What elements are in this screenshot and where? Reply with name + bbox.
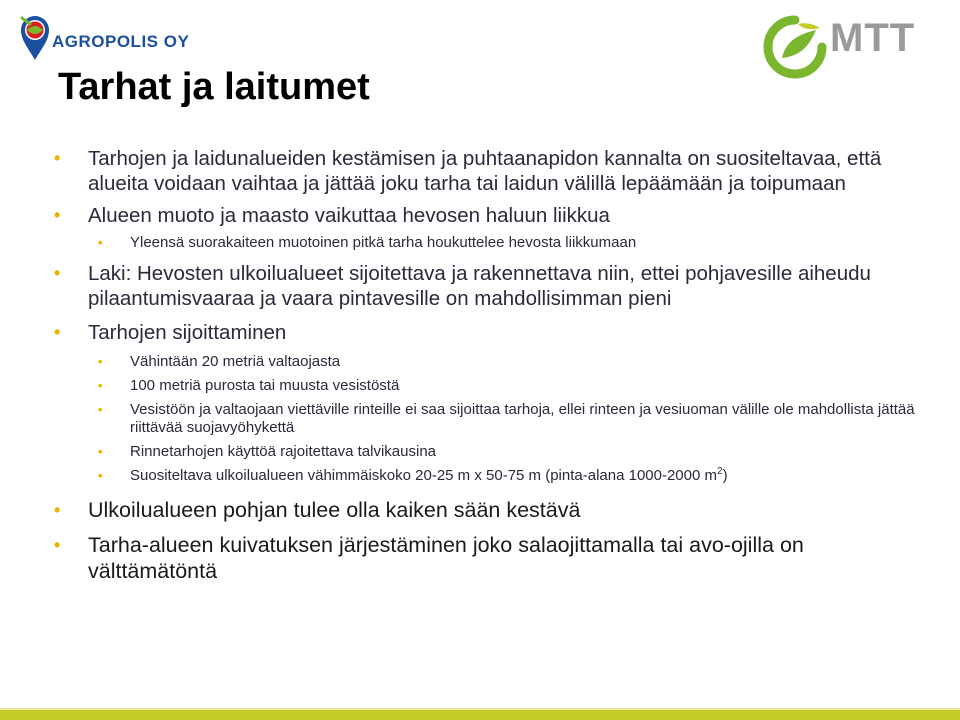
list-item-text: Rinnetarhojen käyttöä rajoitettava talvikausina [130,443,437,460]
bullet-icon: • [98,235,103,250]
mtt-logo [762,14,932,84]
list-item-text: Tarhojen ja laidunalueiden kestämisen ja puhtaanapidon kannalta on suositeltavaa, että alueita voidaan vaihtaa ja jättää joku tarha tai laidun välillä lepäämään ja toipumaan [88,147,882,195]
bullet-icon: • [54,263,61,283]
list-item [50,401,930,437]
list-item-text: Alueen muoto ja maasto vaikuttaa hevosen haluun liikkua [88,204,610,227]
bottom-bar [0,710,960,720]
bullet-icon: • [54,500,61,520]
list-item [50,146,930,196]
leaf-circle-icon [762,14,828,80]
list-item-text: Suositeltava ulkoilualueen vähimmäiskoko 20-25 m x 50-75 m (pinta-alana 1000-2000 m [130,467,717,484]
bullet-icon: • [54,535,61,555]
list-item-text: Yleensä suorakaiteen muotoinen pitkä tarha houkuttelee hevosta liikkumaan [130,234,637,251]
agropolis-logo-text: AGROPOLIS OY [52,32,190,51]
bullet-icon: • [98,354,103,369]
list-item [50,377,930,395]
list-item-text: Vesistöön ja valtaojaan viettäville rinteille ei saa sijoittaa tarhoja, ellei rinteen ja vesiuoman välille ole mahdollista jättää riittävää suojavyöhykettä [130,401,915,436]
list-item-text: Vähintään 20 metriä valtaojasta [130,353,341,370]
list-item [50,234,930,252]
bullet-icon: • [54,322,61,342]
agropolis-logo [18,12,188,62]
location-pin-globe-icon [18,12,52,62]
bullet-icon: • [98,468,103,483]
list-item-text: Tarha-alueen kuivatuksen järjestäminen joko salaojittamalla tai avo-ojilla on välttämätöntä [88,533,804,583]
list-item-text: Ulkoilualueen pohjan tulee olla kaiken sään kestävä [88,498,581,522]
bullet-icon: • [98,378,103,393]
list-item-suffix: ) [722,467,728,484]
list-item [50,497,930,523]
superscript: 2 [717,466,723,477]
list-item [50,320,930,345]
list-item-text: Laki: Hevosten ulkoilualueet sijoitettava ja rakennettava niin, ettei pohjavesille aiheudu pilaantumisvaaraa ja vaara pintavesille on mahdollisimman pieni [88,262,871,310]
list-item [50,261,930,311]
bullet-icon: • [98,402,103,417]
bullet-list [50,146,930,584]
list-item [50,353,930,371]
mtt-logo-text: MTT [830,16,916,60]
list-item-text: 100 metriä purosta tai muusta vesistöstä [130,377,400,394]
slide-title: Tarhat ja laitumet [58,66,370,108]
bullet-icon: • [98,444,103,459]
bullet-icon: • [54,148,61,168]
list-item [50,443,930,461]
list-item-text: Tarhojen sijoittaminen [88,321,287,344]
list-item [50,203,930,228]
list-item [50,467,930,485]
bullet-icon: • [54,205,61,225]
list-item [50,532,930,584]
